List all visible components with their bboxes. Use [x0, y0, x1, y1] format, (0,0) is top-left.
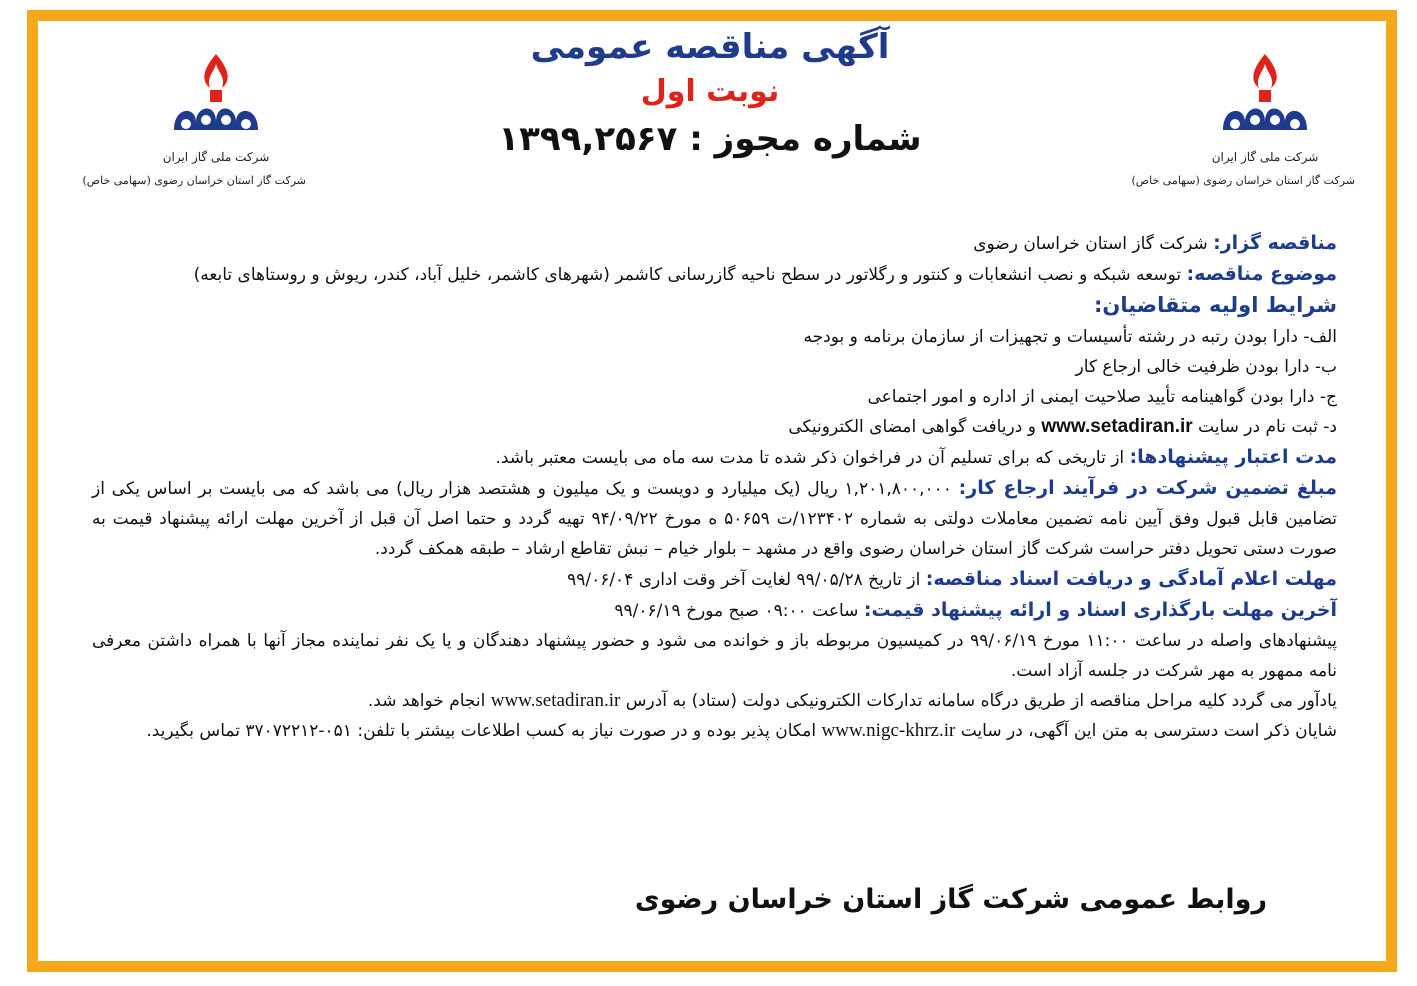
setadiran-address-link[interactable]: www.setadiran.ir: [490, 690, 621, 711]
notice-title: آگهی مناقصه عمومی: [530, 27, 890, 67]
flame-logo-icon: [166, 50, 266, 146]
company-logo-right: [1131, 44, 1355, 214]
tenderer-value: شرکت گاز استان خراسان رضوی: [973, 234, 1214, 254]
logo-subsidiary-name: شرکت گاز استان خراسان رضوی (سهامی خاص): [1131, 174, 1355, 187]
tenderer-row: [92, 228, 1337, 259]
reminder-row: [92, 686, 1337, 716]
readiness-label: مهلت اعلام آمادگی و دریافت اسناد مناقصه:: [925, 568, 1337, 590]
tenderer-label: مناقصه گزار:: [1213, 232, 1337, 254]
subject-value: توسعه شبکه و نصب انشعابات و کنتور و رگلاتور در سطح ناحیه گازرسانی کاشمر (شهرهای کاشمر، خلیل آباد، کندر، ریوش و روستاهای تابعه): [193, 265, 1187, 285]
readiness-row: [92, 564, 1337, 595]
notice-body: [92, 228, 1337, 746]
access-paragraph: [92, 716, 1337, 746]
condition-c: ج- دارا بودن گواهینامه تأیید صلاحیت ایمنی از اداره و امور اجتماعی: [867, 387, 1337, 407]
condition-d: [92, 412, 1337, 442]
validity-label: مدت اعتبار پیشنهادها:: [1129, 446, 1337, 468]
condition-d-text: د- ثبت نام در سایت: [1192, 417, 1337, 437]
access-rest: امکان پذیر بوده و در صورت نیاز به کسب اطلاعات بیشتر با تلفن: ۰۵۱-۳۷۰۷۲۲۱۲ تماس بگیرید.: [146, 721, 822, 741]
deadline-label: آخرین مهلت بارگذاری اسناد و ارائه پیشنهاد قیمت:: [863, 599, 1337, 621]
subject-row: [92, 259, 1337, 290]
access-text: شایان ذکر است دسترسی به متن این آگهی، در سایت: [955, 721, 1337, 741]
guarantee-row: [92, 473, 1337, 564]
reminder-text: یادآور می گردد کلیه مراحل مناقصه از طریق درگاه سامانه تدارکات الکترونیکی دولت (ستاد) به آدرس: [620, 691, 1337, 711]
notice-header: [430, 24, 990, 164]
logo-company-name: شرکت ملی گاز ایران: [1211, 150, 1319, 164]
logo-company-name: شرکت ملی گاز ایران: [162, 150, 270, 164]
logo-subsidiary-name: شرکت گاز استان خراسان رضوی (سهامی خاص): [82, 174, 306, 187]
conditions-heading-row: [92, 290, 1337, 322]
validity-row: [92, 442, 1337, 473]
deadline-value: ساعت ۰۹:۰۰ صبح مورخ ۹۹/۰۶/۱۹: [614, 601, 864, 621]
readiness-value: از تاریخ ۹۹/۰۵/۲۸ لغایت آخر وقت اداری ۹۹/۰۶/۰۴: [567, 570, 926, 590]
opening-paragraph: پیشنهادهای واصله در ساعت ۱۱:۰۰ مورخ ۹۹/۰۶/۱۹ در کمیسیون مربوطه باز و خوانده می شود و حضور پیشنهاد دهندگان و یا یک نفر نماینده مجاز آنها با همراه داشتن معرفی نامه ممهور به مهر شرکت در جلسه آزاد است.: [92, 631, 1337, 681]
setadiran-link[interactable]: www.setadiran.ir: [1041, 416, 1193, 437]
condition-a: الف- دارا بودن رتبه در رشته تأسیسات و تجهیزات از سازمان برنامه و بودجه: [803, 327, 1337, 347]
license-number: شماره مجوز : ۱۳۹۹,۲۵۶۷: [498, 119, 922, 159]
public-relations-signature: روابط عمومی شرکت گاز استان خراسان رضوی: [634, 884, 1267, 915]
subject-label: موضوع مناقصه:: [1186, 263, 1337, 285]
validity-value: از تاریخی که برای تسلیم آن در فراخوان ذکر شده تا مدت سه ماه می بایست معتبر باشد.: [495, 448, 1130, 468]
deadline-row: [92, 595, 1337, 626]
guarantee-value: ۱,۲۰۱,۸۰۰,۰۰۰ ریال (یک میلیارد و دویست و یک میلیون و هشتصد هزار ریال) می باشد که می بایست بر اساس یکی از تضامین قابل قبول وفق آیین نامه تضمین معاملات دولتی به شماره ۱۲۳۴۰۲/ت ۵۰۶۵۹ ه مورخ ۹۴/۰۹/۲۲ تهیه گردد و حتما اصل آن قبل از آخرین مهلت ارائه پیشنهاد قیمت به صورت دستی تحویل دفتر حراست شرکت گاز استان خراسان رضوی واقع در مشهد – بلوار خیام – نبش تقاطع ارشاد – طبقه همکف گردد.: [92, 479, 1338, 559]
notice-round: نوبت اول: [640, 74, 780, 109]
condition-d-rest: و دریافت گواهی امضای الکترونیکی: [788, 417, 1042, 437]
nigc-khrz-link[interactable]: www.nigc-khrz.ir: [821, 720, 956, 741]
guarantee-label: مبلغ تضمین شرکت در فرآیند ارجاع کار:: [958, 477, 1337, 499]
flame-logo-icon: [1215, 50, 1315, 146]
reminder-rest: انجام خواهد شد.: [367, 691, 491, 711]
company-logo-left: [82, 44, 306, 214]
conditions-heading: شرایط اولیه متقاضیان:: [1094, 293, 1337, 317]
condition-b: ب- دارا بودن ظرفیت خالی ارجاع کار: [1075, 357, 1337, 377]
